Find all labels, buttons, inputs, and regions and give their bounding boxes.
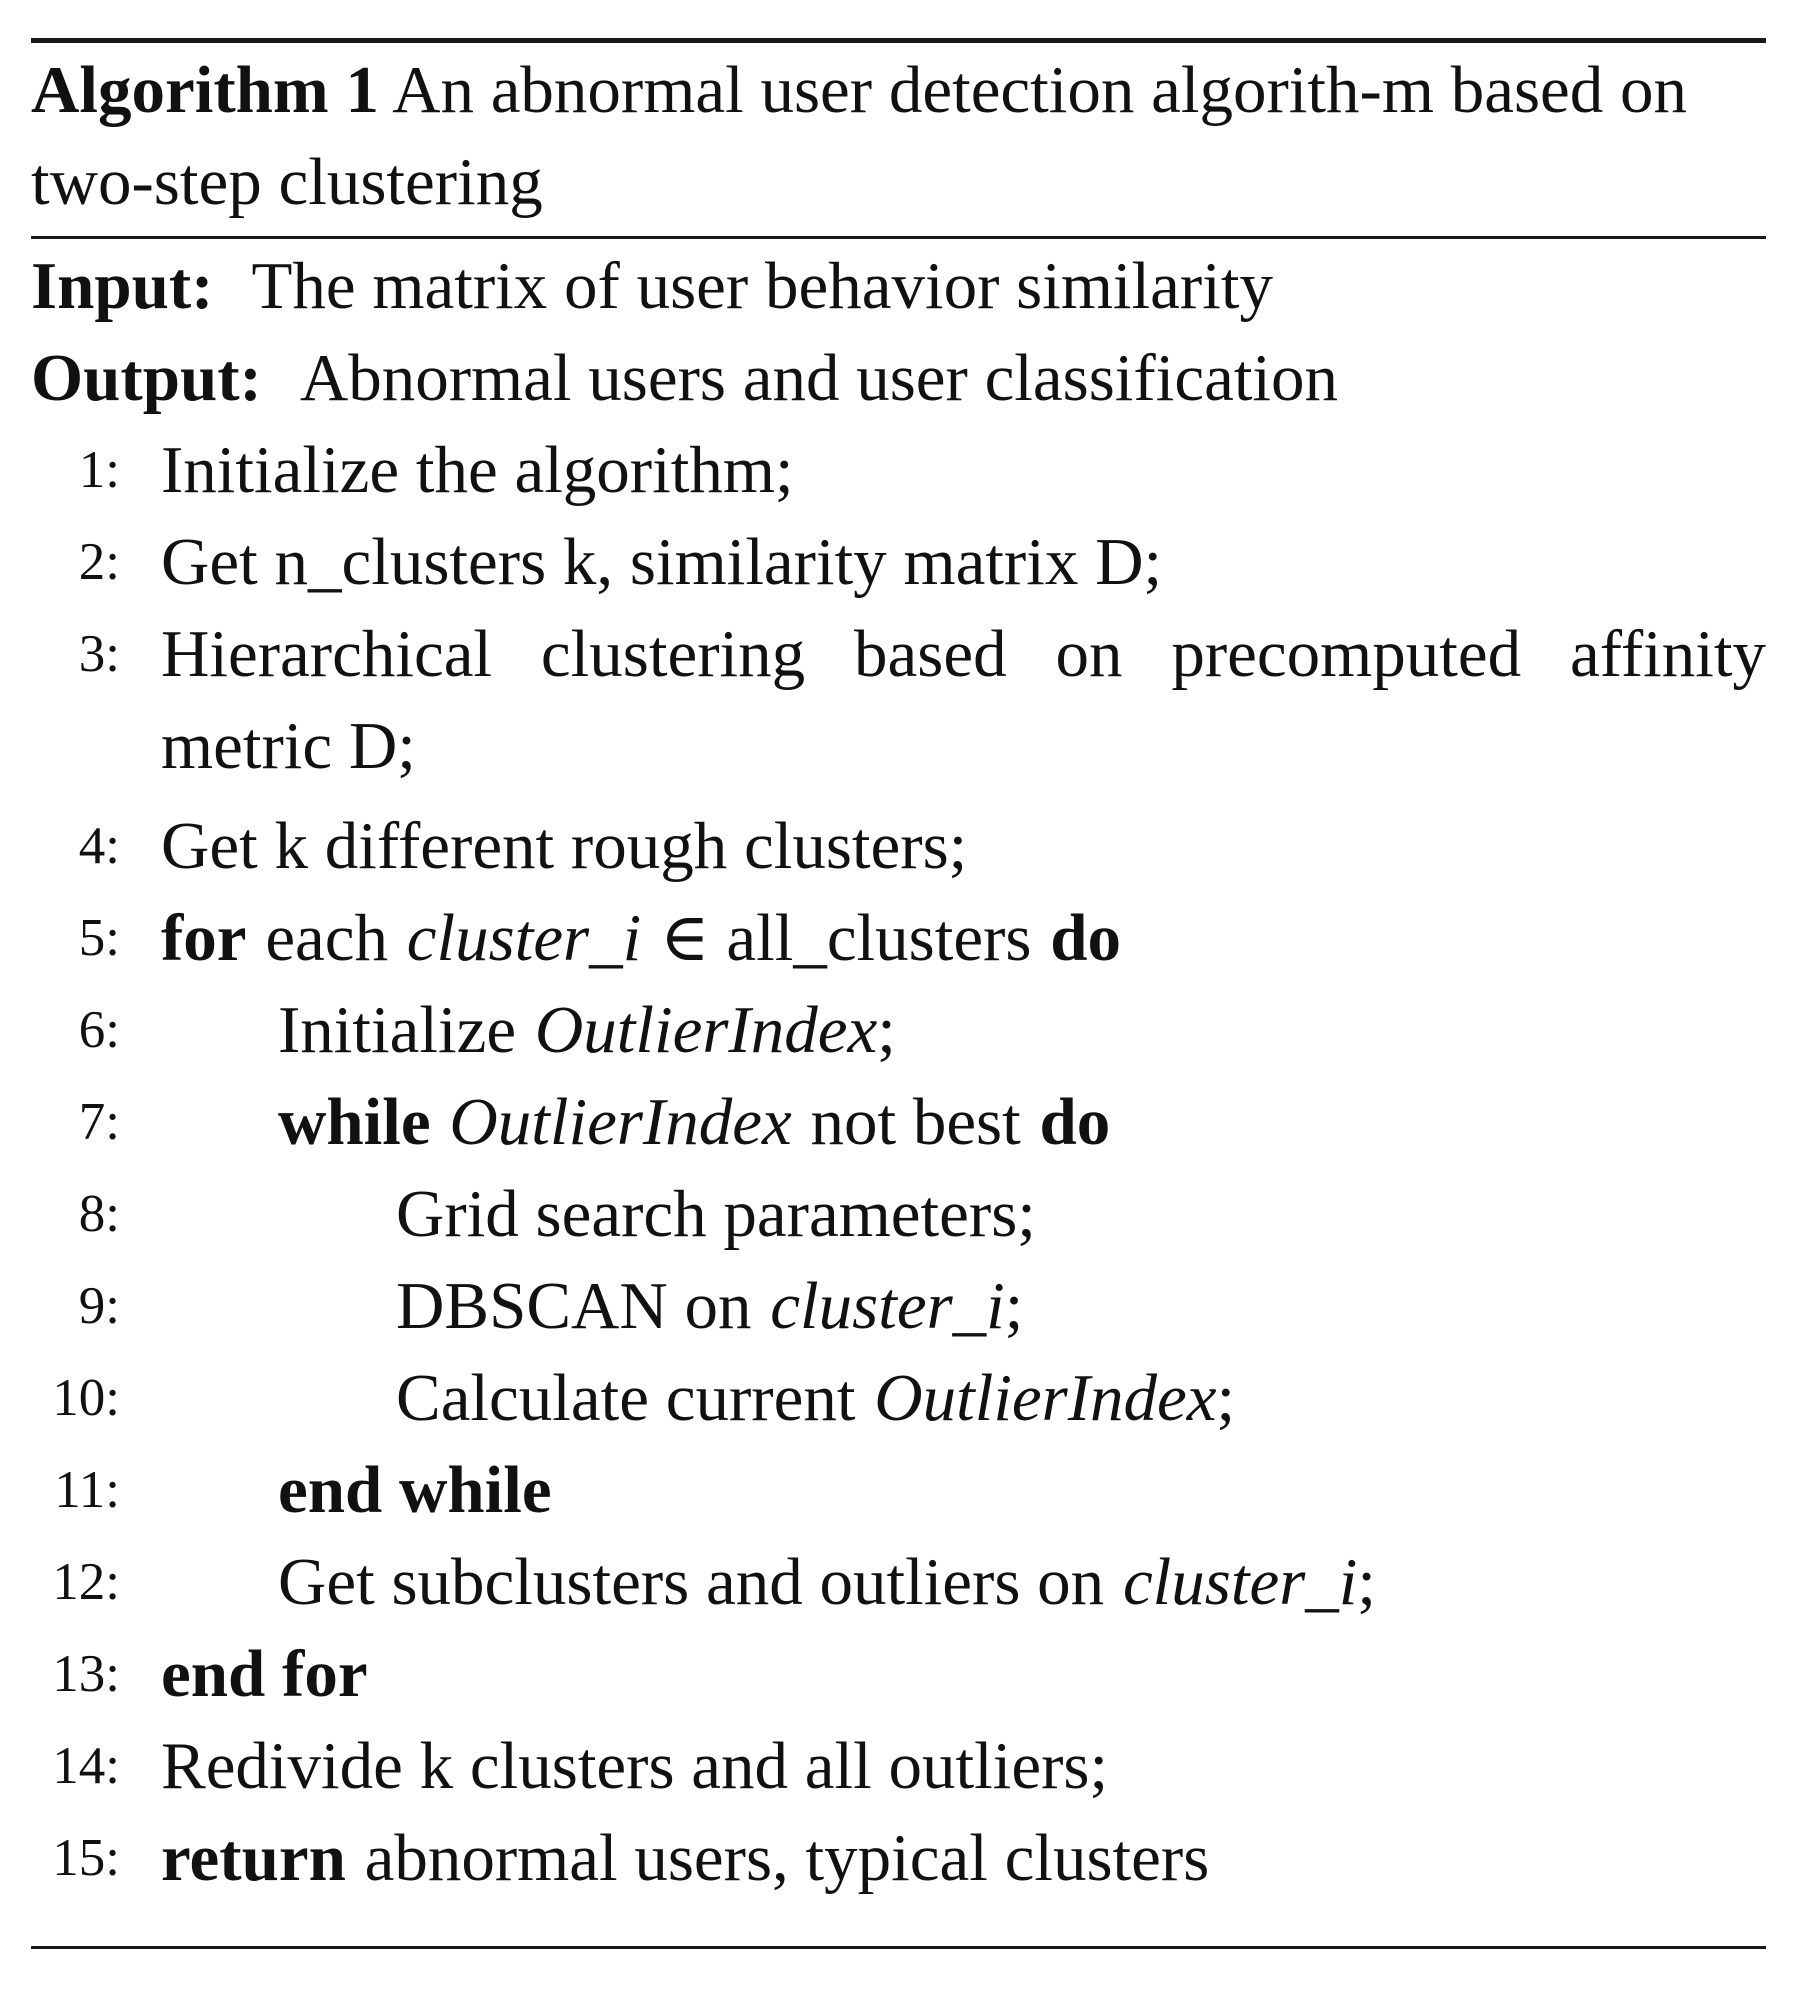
step-line bbox=[0, 800, 1794, 892]
line-number: 10: bbox=[52, 1369, 120, 1427]
step-text: Initialize the algorithm; bbox=[161, 433, 794, 507]
step-text bbox=[278, 984, 896, 1076]
output-label: Output: bbox=[31, 341, 262, 415]
line-number: 8: bbox=[78, 1185, 120, 1243]
step-text-pre: DBSCAN on bbox=[396, 1269, 752, 1343]
line-number: 2: bbox=[78, 533, 120, 591]
keyword-end-while: end while bbox=[278, 1453, 552, 1527]
variable-outlier-index: OutlierIndex bbox=[874, 1361, 1217, 1435]
line-number: 1: bbox=[78, 441, 120, 499]
step-line bbox=[0, 1628, 1794, 1720]
step-text: Redivide k clusters and all outliers; bbox=[161, 1729, 1109, 1803]
input-label: Input: bbox=[31, 249, 214, 323]
line-number: 9: bbox=[78, 1277, 120, 1335]
step-line bbox=[0, 1812, 1794, 1904]
keyword-return: return bbox=[161, 1821, 346, 1895]
step-text-pre: Get subclusters and outliers on bbox=[278, 1545, 1105, 1619]
step-line bbox=[0, 424, 1794, 516]
step-line bbox=[0, 892, 1794, 984]
keyword-do: do bbox=[1050, 901, 1121, 975]
line-number: 13: bbox=[52, 1645, 120, 1703]
step-line bbox=[0, 1720, 1794, 1812]
keyword-while: while bbox=[278, 1085, 431, 1159]
step-text-post: ; bbox=[1004, 1269, 1024, 1343]
step-line bbox=[0, 516, 1794, 608]
line-number: 3: bbox=[78, 625, 120, 683]
step-text: Get k different rough clusters; bbox=[161, 809, 968, 883]
step-text: Get n_clusters k, similarity matrix D; bbox=[161, 525, 1163, 599]
step-text bbox=[396, 1352, 1235, 1444]
step-line bbox=[0, 1076, 1794, 1168]
line-number: 14: bbox=[52, 1737, 120, 1795]
line-number: 12: bbox=[52, 1553, 120, 1611]
algorithm-caption bbox=[31, 44, 1766, 228]
variable-cluster-i: cluster_i bbox=[1122, 1545, 1358, 1619]
line-number: 11: bbox=[54, 1461, 120, 1519]
keyword-do: do bbox=[1039, 1085, 1111, 1159]
step-text-pre: Initialize bbox=[278, 993, 517, 1067]
step-text bbox=[161, 1812, 1209, 1904]
algorithm-label: Algorithm 1 bbox=[31, 53, 379, 127]
step-text-post: not best bbox=[810, 1085, 1021, 1159]
step-line bbox=[0, 1444, 1794, 1536]
step-text bbox=[396, 1260, 1023, 1352]
line-number: 5: bbox=[78, 909, 120, 967]
step-text bbox=[161, 892, 1121, 984]
output-row bbox=[31, 332, 1338, 424]
variable-outlier-index: OutlierIndex bbox=[534, 993, 878, 1067]
variable-outlier-index: OutlierIndex bbox=[449, 1085, 792, 1159]
step-text-pre: each bbox=[265, 901, 389, 975]
step-text: Grid search parameters; bbox=[396, 1177, 1036, 1251]
keyword-for: for bbox=[161, 901, 247, 975]
step-text bbox=[278, 1076, 1110, 1168]
input-row bbox=[31, 240, 1273, 332]
caption-rule bbox=[31, 236, 1766, 239]
line-number: 6: bbox=[78, 1001, 120, 1059]
variable-cluster-i: cluster_i bbox=[406, 901, 642, 975]
step-text bbox=[278, 1536, 1376, 1628]
line-number: 7: bbox=[78, 1093, 120, 1151]
step-text-pre: Calculate current bbox=[396, 1361, 856, 1435]
step-line bbox=[0, 1260, 1794, 1352]
algorithm-title: An abnormal user detection algorith-m based on two-step clustering bbox=[31, 53, 1688, 219]
variable-cluster-i: cluster_i bbox=[770, 1269, 1005, 1343]
step-text: Hierarchical clustering based on precomputed affinity metric D; bbox=[161, 617, 1766, 783]
step-text-post: ; bbox=[1357, 1545, 1377, 1619]
step-text-post: ∈ all_clusters bbox=[660, 901, 1032, 975]
top-rule bbox=[31, 38, 1766, 43]
step-text-post: ; bbox=[1216, 1361, 1236, 1435]
step-line bbox=[0, 984, 1794, 1076]
keyword-end-for: end for bbox=[161, 1637, 368, 1711]
bottom-rule bbox=[31, 1946, 1766, 1949]
output-text: Abnormal users and user classification bbox=[299, 341, 1339, 415]
input-text: The matrix of user behavior similarity bbox=[251, 249, 1273, 323]
step-line bbox=[0, 608, 1794, 792]
step-line bbox=[0, 1352, 1794, 1444]
step-text-post: ; bbox=[877, 993, 896, 1067]
step-line bbox=[0, 1168, 1794, 1260]
line-number: 15: bbox=[52, 1829, 120, 1887]
step-text-post: abnormal users, typical clusters bbox=[364, 1821, 1210, 1895]
line-number: 4: bbox=[78, 817, 120, 875]
step-line bbox=[0, 1536, 1794, 1628]
